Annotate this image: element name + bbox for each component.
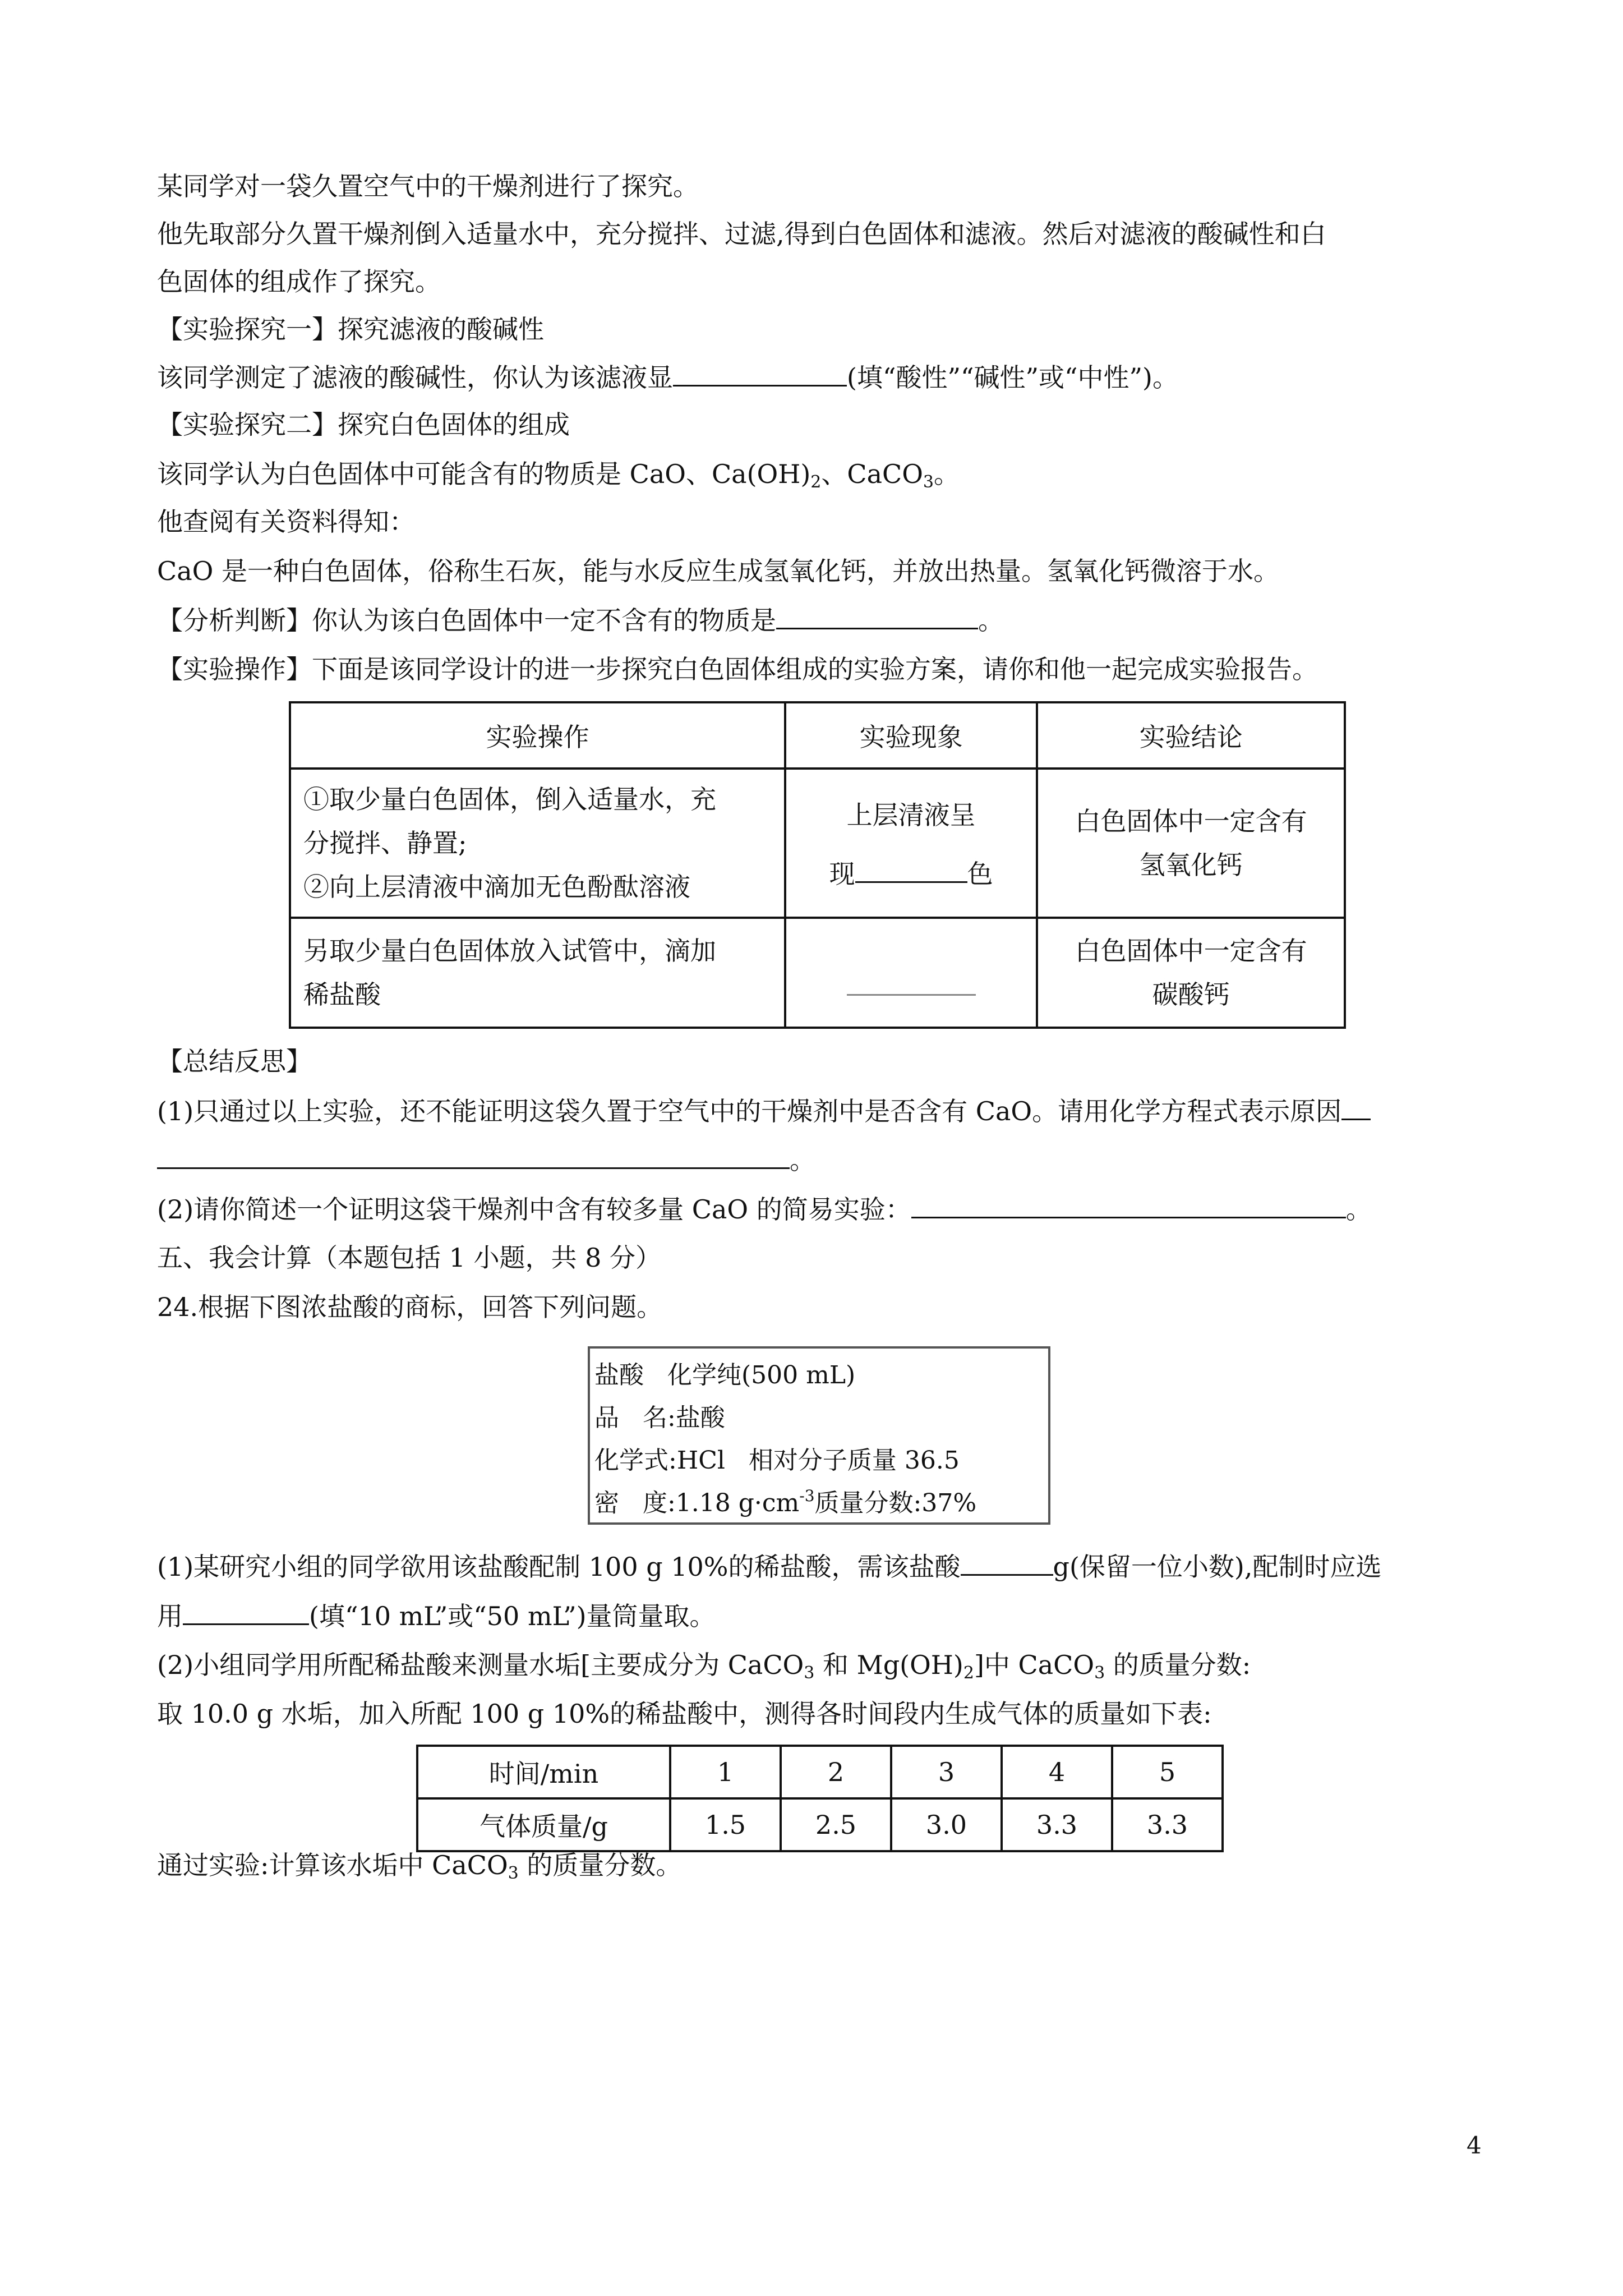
cell-line: 分搅拌、静置; (303, 828, 467, 858)
table-cell: 2 (781, 1746, 891, 1798)
exp1-question-text: 该同学测定了滤液的酸碱性，你认为该滤液显 (157, 362, 673, 393)
final-question (157, 1848, 681, 1882)
table-row (290, 769, 1345, 918)
cell-line: 稀盐酸 (303, 979, 381, 1010)
exp1-question-options: (填“酸性”“碱性”或“中性”)。 (847, 362, 1178, 393)
analysis-question (157, 603, 1004, 637)
page-number: 4 (1467, 2132, 1482, 2159)
punctuation: 。 (1345, 1194, 1372, 1225)
analysis-text: 【分析判断】你认为该白色固体中一定不含有的物质是 (157, 605, 776, 636)
final-text: 的质量分数。 (518, 1850, 682, 1880)
subscript: 2 (810, 472, 822, 492)
label-text: 质量分数:37% (814, 1489, 977, 1517)
table-cell: 3 (891, 1746, 1002, 1798)
intro-line-3: 色固体的组成作了探究。 (157, 266, 441, 297)
column-header: 实验结论 (1037, 702, 1345, 769)
final-text: 通过实验:计算该水垢中 CaCO (157, 1850, 508, 1880)
answer-blank-analysis[interactable] (776, 603, 978, 629)
cell-line: 白色固体中一定含有 (1075, 936, 1307, 966)
punctuation: 。 (978, 605, 1004, 636)
cell-line: 白色固体中一定含有 (1075, 806, 1307, 836)
operation-intro: 【实验操作】下面是该同学设计的进一步探究白色固体组成的实验方案，请你和他一起完成实验报告。 (157, 654, 1318, 684)
part2-line-1 (157, 1648, 1251, 1682)
conclusion-cell (1037, 918, 1345, 1028)
answer-blank-phenomenon[interactable] (847, 994, 976, 996)
table-cell: 4 (1002, 1746, 1112, 1798)
part1-line-2 (157, 1599, 716, 1633)
cell-line: ①取少量白色固体，倒入适量水，充 (303, 784, 716, 815)
part2-text: (2)小组同学用所配稀盐酸来测量水垢[主要成分为 CaCO (157, 1650, 804, 1680)
part2-text: ]中 CaCO (974, 1650, 1095, 1680)
superscript: -3 (799, 1487, 815, 1505)
summary-q1-cont (157, 1143, 815, 1177)
cell-text: 色 (967, 859, 993, 889)
table-cell: 5 (1112, 1746, 1223, 1798)
cell-line: 氢氧化钙 (1139, 850, 1243, 880)
answer-blank-filtrate[interactable] (673, 360, 847, 386)
operation-cell (290, 918, 785, 1028)
table-row (417, 1798, 1223, 1851)
question-24: 24.根据下图浓盐酸的商标，回答下列问题。 (157, 1292, 663, 1322)
exp2-possible (157, 457, 960, 491)
experiment-table (289, 701, 1346, 1029)
summary-heading: 【总结反思】 (157, 1046, 312, 1076)
part2-text: 的质量分数: (1105, 1650, 1251, 1680)
subscript: 3 (804, 1663, 815, 1683)
intro-line-1: 某同学对一袋久置空气中的干燥剂进行了探究。 (157, 171, 699, 201)
part2-line-2: 取 10.0 g 水垢，加入所配 100 g 10%的稀盐酸中，测得各时间段内生成气体的质量如下表: (157, 1699, 1212, 1729)
table-header-row (290, 702, 1345, 769)
summary-q1 (157, 1094, 1371, 1128)
table-cell: 3.3 (1002, 1798, 1112, 1851)
part2-text: 和 Mg(OH) (814, 1650, 963, 1680)
label-line: 化学式:HCl 相对分子质量 36.5 (594, 1446, 960, 1475)
table-row (290, 918, 1345, 1028)
exp1-question (157, 360, 1178, 394)
summary-q2 (157, 1192, 1372, 1226)
cell-line: 另取少量白色固体放入试管中，滴加 (303, 936, 716, 966)
summary-q1-text: (1)只通过以上实验，还不能证明这袋久置于空气中的干燥剂中是否含有 CaO。请用化学方程式表示原因 (157, 1096, 1342, 1126)
cell-line: 碳酸钙 (1152, 979, 1230, 1010)
cell-line: 上层清液呈 (846, 800, 976, 830)
operation-cell (290, 769, 785, 918)
exp2-fact: CaO 是一种白色固体，俗称生石灰，能与水反应生成氢氧化钙，并放出热量。氢氧化钙微溶于水。 (157, 556, 1279, 586)
row-header: 气体质量/g (417, 1798, 670, 1851)
exp2-heading: 【实验探究二】探究白色固体的组成 (157, 409, 570, 440)
label-text: 密 度:1.18 g·cm (594, 1489, 800, 1517)
label-line: 品 名:盐酸 (594, 1404, 725, 1432)
part1-text: 用 (157, 1601, 183, 1631)
part1-text-2: g(保留一位小数),配制时应选 (1053, 1552, 1382, 1582)
part1-text: (1)某研究小组的同学欲用该盐酸配制 100 g 10%的稀盐酸，需该盐酸 (157, 1552, 961, 1582)
phenomenon-cell (785, 918, 1037, 1028)
subscript: 3 (1094, 1663, 1105, 1683)
column-header: 实验现象 (785, 702, 1037, 769)
exp2-reference: 他查阅有关资料得知： (157, 507, 415, 537)
table-cell: 2.5 (781, 1798, 891, 1851)
answer-blank-equation-start[interactable] (1341, 1094, 1371, 1120)
column-header: 实验操作 (290, 702, 785, 769)
answer-blank-equation[interactable] (157, 1143, 790, 1169)
exp1-heading: 【实验探究一】探究滤液的酸碱性 (157, 314, 544, 344)
table-cell: 1.5 (670, 1798, 781, 1851)
table-cell: 3.0 (891, 1798, 1002, 1851)
label-line (594, 1482, 1048, 1525)
answer-blank-color[interactable] (855, 857, 967, 883)
table-cell: 3.3 (1112, 1798, 1223, 1851)
table-cell: 1 (670, 1746, 781, 1798)
answer-blank-cylinder[interactable] (183, 1599, 309, 1625)
subscript: 3 (923, 472, 934, 492)
phenomenon-cell (785, 769, 1037, 918)
conclusion-cell (1037, 769, 1345, 918)
intro-line-2: 他先取部分久置干燥剂倒入适量水中，充分搅拌、过滤,得到白色固体和滤液。然后对滤液的酸碱性和白 (157, 219, 1326, 249)
subscript: 2 (963, 1663, 974, 1683)
answer-blank-volume[interactable] (961, 1549, 1053, 1576)
punctuation: 。 (934, 459, 960, 489)
subscript: 3 (508, 1864, 519, 1883)
cell-line (787, 846, 1035, 902)
cell-line: ②向上层清液中滴加无色酚酞溶液 (303, 872, 690, 902)
gas-mass-table (416, 1745, 1224, 1852)
section-five-heading: 五、我会计算（本题包括 1 小题，共 8 分） (157, 1243, 662, 1273)
exp2-possible-text: 该同学认为白色固体中可能含有的物质是 CaO、Ca(OH) (157, 459, 811, 489)
part1-line-1 (157, 1549, 1381, 1584)
answer-blank-experiment[interactable] (911, 1192, 1346, 1218)
hydrochloric-acid-label (588, 1346, 1050, 1525)
part1-text-2: (填“10 mL”或“50 mL”)量筒量取。 (309, 1601, 716, 1631)
punctuation: 。 (790, 1145, 815, 1175)
table-row (417, 1746, 1223, 1798)
row-header: 时间/min (417, 1746, 670, 1798)
summary-q2-text: (2)请你简述一个证明这袋干燥剂中含有较多量 CaO 的简易实验： (157, 1194, 911, 1225)
cell-text: 现 (829, 859, 855, 889)
exp2-possible-text-2: 、CaCO (821, 459, 923, 489)
label-line: 盐酸 化学纯(500 mL) (594, 1361, 856, 1389)
